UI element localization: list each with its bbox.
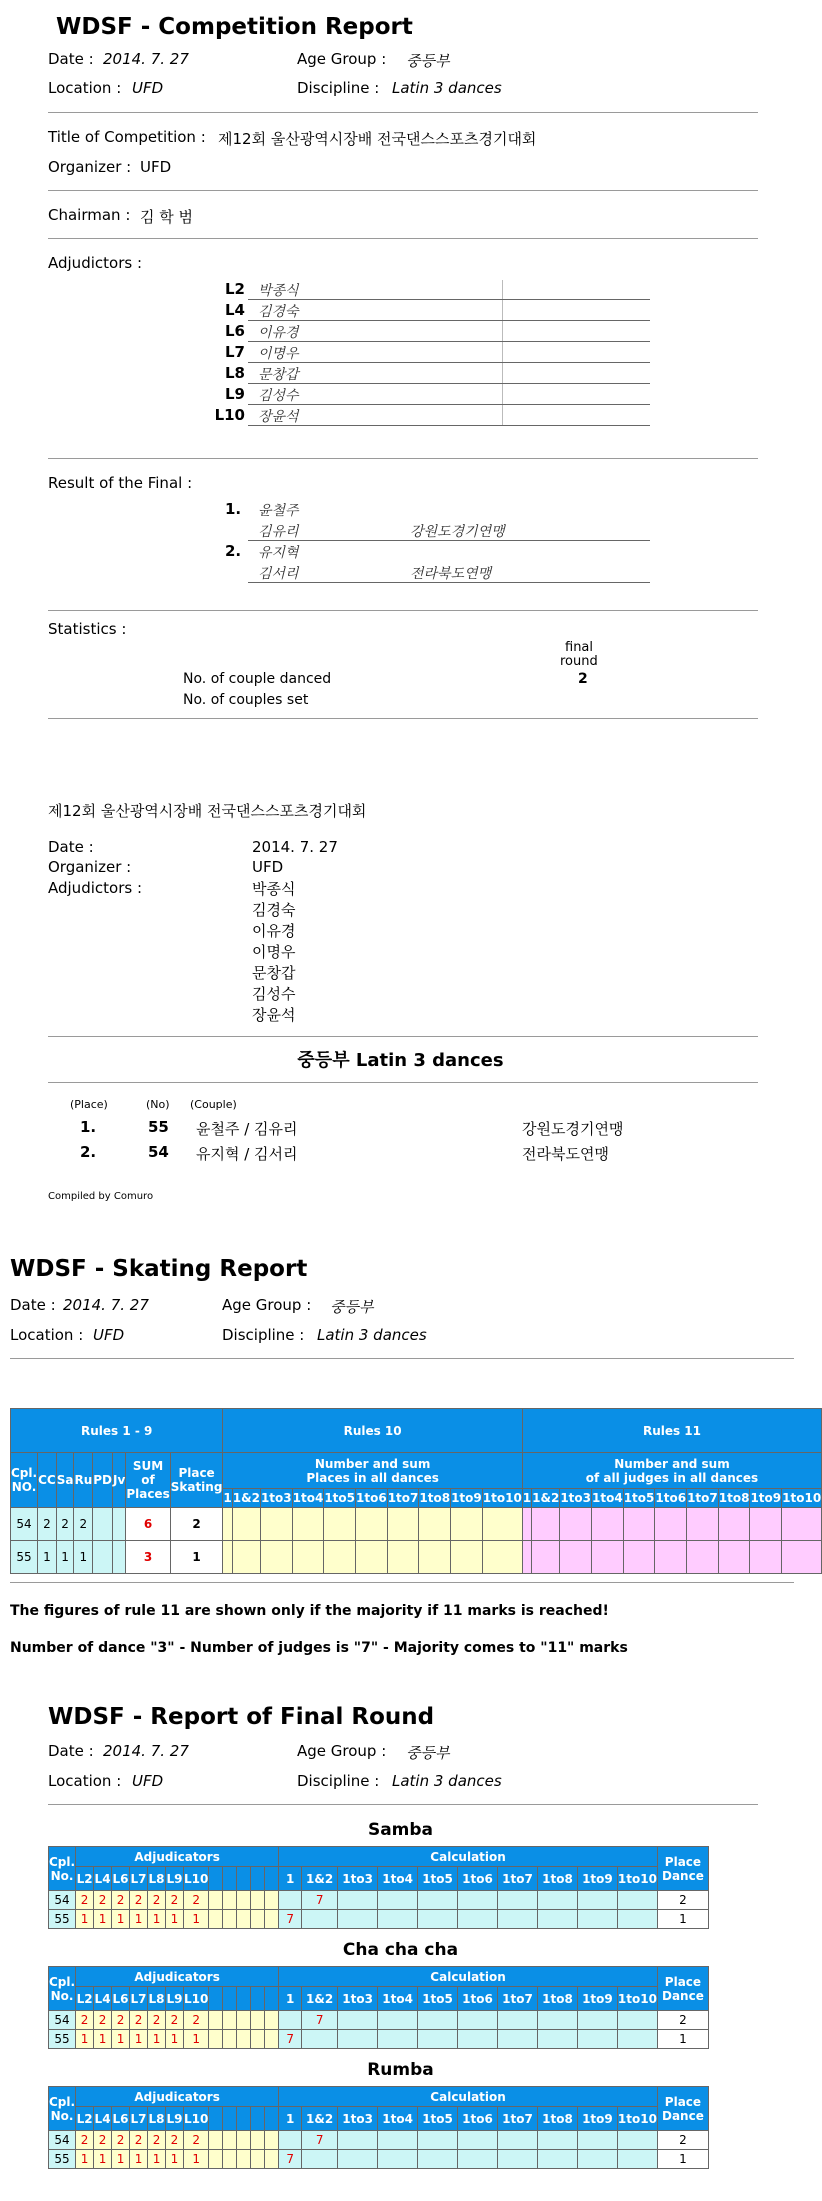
sum-of-places: 3 xyxy=(126,1541,170,1574)
place-dance: 2 xyxy=(657,2131,708,2150)
judge-header: L9 xyxy=(166,1987,184,2011)
judge-header: L8 xyxy=(148,1987,166,2011)
divider xyxy=(10,1358,794,1359)
skating-age-label: Age Group : xyxy=(222,1296,312,1314)
judge-header: L10 xyxy=(183,2107,208,2131)
judge-mark: 1 xyxy=(112,1910,130,1929)
skating-age-value: 중등부 xyxy=(330,1298,374,1316)
judge-header: L9 xyxy=(166,1867,184,1891)
couple-no: 55 xyxy=(49,2150,76,2169)
judge-header: L8 xyxy=(148,2107,166,2131)
divider xyxy=(48,1082,758,1083)
couple-no: 54 xyxy=(49,2131,76,2150)
title-of-competition-label: Title of Competition : xyxy=(48,128,206,146)
calc-value: 7 xyxy=(302,1891,338,1910)
judge-mark: 2 xyxy=(130,2011,148,2030)
calc-col-header: 1to6 xyxy=(458,1867,498,1891)
majority-note: Number of dance "3" - Number of judges is "7" - Majority comes to "11" marks xyxy=(10,1640,628,1656)
calc-col-header: 1to6 xyxy=(458,1987,498,2011)
organizer-value: UFD xyxy=(140,158,172,176)
final-age-label: Age Group : xyxy=(297,1742,387,1760)
judge-mark: 1 xyxy=(76,2030,94,2049)
divider xyxy=(48,1804,758,1805)
sum-of-places-header: SUM of Places xyxy=(126,1453,170,1508)
judge-header: L2 xyxy=(76,2107,94,2131)
judge-mark: 2 xyxy=(76,2011,94,2030)
calc-col-header: 1to4 xyxy=(378,1987,418,2011)
result-partner1: 윤철주 xyxy=(258,503,299,519)
divider xyxy=(48,1036,758,1037)
calc-value: 7 xyxy=(302,2131,338,2150)
judge-mark: 1 xyxy=(183,2150,208,2169)
judge-mark: 1 xyxy=(183,2030,208,2049)
summary-adjudicator-name: 장윤석 xyxy=(252,1006,296,1024)
calc-col-header: 1to5 xyxy=(623,1489,655,1508)
table-row xyxy=(49,1910,758,1929)
adjudicator-row xyxy=(150,301,650,322)
divider xyxy=(48,190,758,191)
calc-col-header: 1to10 xyxy=(617,1987,657,2011)
judge-mark: 2 xyxy=(166,1891,184,1910)
table-row xyxy=(11,1541,822,1574)
dance-place: 1 xyxy=(56,1541,74,1574)
calc-col-header: 1to3 xyxy=(560,1489,592,1508)
calc-col-header: 1to10 xyxy=(617,2107,657,2131)
adjudicator-name: 이유경 xyxy=(258,325,299,341)
result-club: 전라북도연맹 xyxy=(410,566,492,582)
adjudicator-code: L10 xyxy=(214,406,245,424)
summary-place: 1. xyxy=(80,1118,97,1136)
judge-header: L6 xyxy=(112,2107,130,2131)
divider xyxy=(48,112,758,113)
summary-competition-title: 제12회 울산광역시장배 전국댄스스포츠경기대회 xyxy=(48,802,367,820)
rules-1-9-header: Rules 1 - 9 xyxy=(11,1409,223,1453)
adjudicator-code: L4 xyxy=(225,301,245,319)
judge-mark: 1 xyxy=(94,1910,112,1929)
adjudicator-name: 장윤석 xyxy=(258,409,299,425)
calc-col-header: 1to6 xyxy=(356,1489,388,1508)
rule11-subheader: Number and sum of all judges in all dances xyxy=(522,1453,821,1489)
judge-mark: 2 xyxy=(148,2011,166,2030)
calc-col-header: 1to10 xyxy=(782,1489,822,1508)
result-partner1: 유지혁 xyxy=(258,545,299,561)
summary-couple: 유지혁 / 김서리 xyxy=(196,1145,298,1163)
summary-adjudicators-label: Adjudictors : xyxy=(48,879,142,897)
place-dance: 1 xyxy=(657,2150,708,2169)
calc-col-header: 1&2 xyxy=(532,1489,560,1508)
final-discipline-label: Discipline : xyxy=(297,1772,380,1790)
adjudicator-row xyxy=(150,406,650,427)
judge-header: L10 xyxy=(183,1987,208,2011)
judge-mark: 1 xyxy=(130,2030,148,2049)
judge-mark: 2 xyxy=(94,1891,112,1910)
calc-col-header: 1to4 xyxy=(378,2107,418,2131)
judge-mark: 2 xyxy=(130,1891,148,1910)
result-partner2: 김유리 xyxy=(258,524,299,540)
date-label: Date : xyxy=(48,50,94,68)
calc-col-header: 1to8 xyxy=(718,1489,750,1508)
judge-header: L4 xyxy=(94,1987,112,2011)
calc-value: 7 xyxy=(279,2030,302,2049)
dance-header: PD xyxy=(93,1453,113,1508)
place-skating: 2 xyxy=(170,1508,223,1541)
judge-mark: 2 xyxy=(148,1891,166,1910)
calc-col-header: 1 xyxy=(279,1867,302,1891)
calc-col-header: 1to9 xyxy=(577,1987,617,2011)
judge-mark: 1 xyxy=(76,1910,94,1929)
place-dance: 2 xyxy=(657,2011,708,2030)
place-dance: 2 xyxy=(657,1891,708,1910)
rule11-note: The figures of rule 11 are shown only if the majority if 11 marks is reached! xyxy=(10,1603,609,1619)
cpl-no-header: Cpl. No. xyxy=(49,1847,76,1891)
cpl-no-header: Cpl. No. xyxy=(49,1967,76,2011)
table-row xyxy=(49,2030,758,2049)
calc-col-header: 1&2 xyxy=(232,1489,260,1508)
judge-header: L7 xyxy=(130,1867,148,1891)
final-location-value: UFD xyxy=(132,1772,164,1790)
adjudicator-row xyxy=(150,280,650,301)
judge-header: L4 xyxy=(94,2107,112,2131)
summary-adjudicator-name: 문창갑 xyxy=(252,964,296,982)
judge-mark: 1 xyxy=(112,2030,130,2049)
place-dance: 1 xyxy=(657,2030,708,2049)
adjudicator-code: L2 xyxy=(225,280,245,298)
judge-mark: 2 xyxy=(112,2131,130,2150)
judge-mark: 1 xyxy=(130,1910,148,1929)
divider xyxy=(48,238,758,239)
calc-col-header: 1to3 xyxy=(260,1489,292,1508)
adjudicators-header: Adjudicators xyxy=(76,1847,279,1867)
adjudicator-code: L9 xyxy=(225,385,245,403)
place-dance: 1 xyxy=(657,1910,708,1929)
adjudicator-code: L6 xyxy=(225,322,245,340)
place-dance-header: Place Dance xyxy=(657,1847,708,1891)
summary-organizer-label: Organizer : xyxy=(48,858,132,876)
judge-mark: 1 xyxy=(166,2150,184,2169)
judge-header: L7 xyxy=(130,2107,148,2131)
dance-place: 1 xyxy=(38,1541,57,1574)
organizer-label: Organizer : xyxy=(48,158,132,176)
judge-mark: 1 xyxy=(130,2150,148,2169)
dance-header: Jv xyxy=(113,1453,126,1508)
place-skating: 1 xyxy=(170,1541,223,1574)
judge-mark: 2 xyxy=(130,2131,148,2150)
table-row xyxy=(49,2131,758,2150)
calc-value: 7 xyxy=(279,2150,302,2169)
final-age-value: 중등부 xyxy=(406,1744,450,1762)
calc-col-header: 1&2 xyxy=(302,1867,338,1891)
cpl-no-header: Cpl. NO. xyxy=(11,1453,38,1508)
calc-col-header: 1to7 xyxy=(498,1987,538,2011)
title-of-competition-value: 제12회 울산광역시장배 전국댄스스포츠경기대회 xyxy=(218,130,537,148)
couple-no: 55 xyxy=(49,2030,76,2049)
statistics-label: Statistics : xyxy=(48,620,127,638)
skating-table xyxy=(10,1408,822,1574)
location-value: UFD xyxy=(132,79,164,97)
calc-col-header: 1 xyxy=(522,1489,531,1508)
compiled-by: Compiled by Comuro xyxy=(48,1191,154,1202)
final-discipline-value: Latin 3 dances xyxy=(392,1772,502,1790)
final-dance-table xyxy=(48,1846,758,1929)
skating-discipline-value: Latin 3 dances xyxy=(317,1326,427,1344)
calc-col-header: 1&2 xyxy=(302,2107,338,2131)
adjudicator-name: 문창갑 xyxy=(258,367,299,383)
rule10-subheader: Number and sum Places in all dances xyxy=(223,1453,522,1489)
judge-mark: 2 xyxy=(112,2011,130,2030)
calc-col-header: 1 xyxy=(279,2107,302,2131)
calc-col-header: 1to10 xyxy=(617,1867,657,1891)
adjudicator-name: 이명우 xyxy=(258,346,299,362)
dance-header: Sa xyxy=(56,1453,74,1508)
col-couple-label: (Couple) xyxy=(190,1098,237,1111)
result-of-final-label: Result of the Final : xyxy=(48,474,193,492)
date-value: 2014. 7. 27 xyxy=(103,50,189,68)
calc-col-header: 1to9 xyxy=(577,1867,617,1891)
divider xyxy=(10,1582,794,1583)
stats-couples-danced-label: No. of couple danced xyxy=(183,671,332,687)
discipline-value: Latin 3 dances xyxy=(392,79,502,97)
dance-header: CC xyxy=(38,1453,57,1508)
final-date-value: 2014. 7. 27 xyxy=(103,1742,189,1760)
calc-col-header: 1to9 xyxy=(750,1489,782,1508)
summary-club: 전라북도연맹 xyxy=(522,1145,609,1163)
skating-report-title: WDSF - Skating Report xyxy=(10,1256,308,1282)
table-row xyxy=(49,2150,758,2169)
calc-col-header: 1to5 xyxy=(418,1987,458,2011)
age-group-label: Age Group : xyxy=(297,50,387,68)
dance-title: Cha cha cha xyxy=(342,1940,459,1960)
divider xyxy=(48,610,758,611)
couple-no: 55 xyxy=(49,1910,76,1929)
summary-date-label: Date : xyxy=(48,838,94,856)
couple-no: 55 xyxy=(11,1541,38,1574)
judge-header: L7 xyxy=(130,1987,148,2011)
calc-col-header: 1 xyxy=(279,1987,302,2011)
couple-no: 54 xyxy=(11,1508,38,1541)
stats-col-final: final xyxy=(565,640,594,655)
calc-col-header: 1to7 xyxy=(498,1867,538,1891)
summary-adjudicator-list xyxy=(252,879,295,1026)
calc-col-header: 1to3 xyxy=(338,1867,378,1891)
calculation-header: Calculation xyxy=(279,1847,658,1867)
adjudicator-code: L8 xyxy=(225,364,245,382)
result-place: 1. xyxy=(225,500,242,518)
judge-header: L9 xyxy=(166,2107,184,2131)
calc-col-header: 1 xyxy=(223,1489,232,1508)
skating-date-value: 2014. 7. 27 xyxy=(63,1296,149,1314)
judge-header: L2 xyxy=(76,1867,94,1891)
calc-col-header: 1to7 xyxy=(498,2107,538,2131)
dance-header: Ru xyxy=(74,1453,93,1508)
stats-col-round: round xyxy=(560,654,598,669)
rules-11-header: Rules 11 xyxy=(522,1409,821,1453)
calc-col-header: 1to4 xyxy=(292,1489,324,1508)
judge-mark: 1 xyxy=(166,2030,184,2049)
adjudicator-row xyxy=(150,322,650,343)
judge-mark: 1 xyxy=(112,2150,130,2169)
adjudicator-name: 박종식 xyxy=(258,283,299,299)
summary-adjudicator-name: 김성수 xyxy=(252,985,296,1003)
judge-mark: 1 xyxy=(183,1910,208,1929)
skating-discipline-label: Discipline : xyxy=(222,1326,305,1344)
calculation-header: Calculation xyxy=(279,1967,658,1987)
place-dance-header: Place Dance xyxy=(657,1967,708,2011)
result-partner2: 김서리 xyxy=(258,566,299,582)
calc-col-header: 1to8 xyxy=(419,1489,451,1508)
summary-no: 55 xyxy=(148,1118,169,1136)
summary-adjudicator-name: 이유경 xyxy=(252,922,296,940)
final-date-label: Date : xyxy=(48,1742,94,1760)
judge-mark: 2 xyxy=(112,1891,130,1910)
table-row xyxy=(11,1508,822,1541)
calc-col-header: 1to9 xyxy=(451,1489,483,1508)
summary-heading: 중등부 Latin 3 dances xyxy=(297,1050,504,1071)
summary-adjudicator-name: 이명우 xyxy=(252,943,296,961)
calc-col-header: 1to7 xyxy=(387,1489,419,1508)
judge-mark: 2 xyxy=(183,2131,208,2150)
final-dance-table xyxy=(48,2086,758,2169)
summary-no: 54 xyxy=(148,1143,169,1161)
judge-mark: 1 xyxy=(148,2030,166,2049)
calculation-header: Calculation xyxy=(279,2087,658,2107)
judge-mark: 2 xyxy=(94,2011,112,2030)
result-place: 2. xyxy=(225,542,242,560)
summary-adjudicator-name: 박종식 xyxy=(252,880,296,898)
judge-mark: 2 xyxy=(148,2131,166,2150)
calc-col-header: 1to9 xyxy=(577,2107,617,2131)
rules-10-header: Rules 10 xyxy=(223,1409,522,1453)
summary-couple: 윤철주 / 김유리 xyxy=(196,1120,298,1138)
final-round-title: WDSF - Report of Final Round xyxy=(48,1704,435,1730)
judge-header: L10 xyxy=(183,1867,208,1891)
discipline-label: Discipline : xyxy=(297,79,380,97)
col-place-label: (Place) xyxy=(70,1098,108,1111)
judge-mark: 1 xyxy=(76,2150,94,2169)
dance-place: 2 xyxy=(56,1508,74,1541)
judge-header: L4 xyxy=(94,1867,112,1891)
calc-col-header: 1to6 xyxy=(655,1489,687,1508)
calc-col-header: 1to8 xyxy=(537,1867,577,1891)
location-label: Location : xyxy=(48,79,122,97)
calc-col-header: 1to5 xyxy=(324,1489,356,1508)
adjudicators-header: Adjudicators xyxy=(76,2087,279,2107)
judge-mark: 1 xyxy=(148,1910,166,1929)
chairman-label: Chairman : xyxy=(48,206,131,224)
final-dance-table xyxy=(48,1966,758,2049)
calc-col-header: 1to3 xyxy=(338,1987,378,2011)
stats-couples-set-label: No. of couples set xyxy=(183,692,309,708)
judge-mark: 1 xyxy=(148,2150,166,2169)
stats-couples-danced-value: 2 xyxy=(578,671,588,687)
calc-col-header: 1to4 xyxy=(592,1489,624,1508)
calc-value: 7 xyxy=(302,2011,338,2030)
place-dance-header: Place Dance xyxy=(657,2087,708,2131)
dance-title: Samba xyxy=(367,1820,434,1840)
age-group-value: 중등부 xyxy=(406,52,450,70)
skating-date-label: Date : xyxy=(10,1296,56,1314)
judge-mark: 2 xyxy=(166,2131,184,2150)
summary-date-value: 2014. 7. 27 xyxy=(252,838,338,856)
adjudicator-name: 김경숙 xyxy=(258,304,299,320)
judge-mark: 2 xyxy=(183,2011,208,2030)
judge-mark: 2 xyxy=(76,2131,94,2150)
calc-col-header: 1to8 xyxy=(537,2107,577,2131)
dance-title: Rumba xyxy=(367,2060,434,2080)
cpl-no-header: Cpl. No. xyxy=(49,2087,76,2131)
judge-mark: 2 xyxy=(166,2011,184,2030)
chairman-value: 김 학 범 xyxy=(140,208,194,226)
judge-mark: 1 xyxy=(94,2030,112,2049)
dance-place: 2 xyxy=(38,1508,57,1541)
judge-header: L2 xyxy=(76,1987,94,2011)
summary-adjudicator-name: 김경숙 xyxy=(252,901,296,919)
judge-header: L6 xyxy=(112,1867,130,1891)
divider xyxy=(48,718,758,719)
table-row xyxy=(49,2011,758,2030)
calc-col-header: 1to5 xyxy=(418,1867,458,1891)
calc-col-header: 1to6 xyxy=(458,2107,498,2131)
col-no-label: (No) xyxy=(146,1098,170,1111)
table-row xyxy=(49,1891,758,1910)
summary-club: 강원도경기연맹 xyxy=(522,1120,624,1138)
calc-value: 7 xyxy=(279,1910,302,1929)
sum-of-places: 6 xyxy=(126,1508,170,1541)
summary-place: 2. xyxy=(80,1143,97,1161)
adjudicator-row xyxy=(150,385,650,406)
calc-col-header: 1to4 xyxy=(378,1867,418,1891)
divider xyxy=(48,458,758,459)
calc-col-header: 1to10 xyxy=(482,1489,522,1508)
calc-col-header: 1to7 xyxy=(687,1489,719,1508)
calc-col-header: 1to8 xyxy=(537,1987,577,2011)
judge-header: L8 xyxy=(148,1867,166,1891)
judge-mark: 1 xyxy=(166,1910,184,1929)
judge-mark: 2 xyxy=(76,1891,94,1910)
adjudicator-row xyxy=(150,343,650,364)
dance-place: 1 xyxy=(74,1541,93,1574)
adjudicator-code: L7 xyxy=(225,343,245,361)
couple-no: 54 xyxy=(49,1891,76,1910)
skating-location-value: UFD xyxy=(93,1326,125,1344)
judge-mark: 2 xyxy=(183,1891,208,1910)
adjudicator-name: 김성수 xyxy=(258,388,299,404)
judge-mark: 1 xyxy=(94,2150,112,2169)
judge-mark: 2 xyxy=(94,2131,112,2150)
final-location-label: Location : xyxy=(48,1772,122,1790)
skating-location-label: Location : xyxy=(10,1326,84,1344)
result-club: 강원도경기연맹 xyxy=(410,524,505,540)
summary-organizer-value: UFD xyxy=(252,858,284,876)
dance-place: 2 xyxy=(74,1508,93,1541)
adjudicators-label: Adjudictors : xyxy=(48,254,142,272)
calc-col-header: 1&2 xyxy=(302,1987,338,2011)
calc-col-header: 1to3 xyxy=(338,2107,378,2131)
adjudicator-row xyxy=(150,364,650,385)
competition-report-title: WDSF - Competition Report xyxy=(56,14,413,40)
place-skating-header: Place Skating xyxy=(170,1453,223,1508)
calc-col-header: 1to5 xyxy=(418,2107,458,2131)
couple-no: 54 xyxy=(49,2011,76,2030)
adjudicators-header: Adjudicators xyxy=(76,1967,279,1987)
judge-header: L6 xyxy=(112,1987,130,2011)
